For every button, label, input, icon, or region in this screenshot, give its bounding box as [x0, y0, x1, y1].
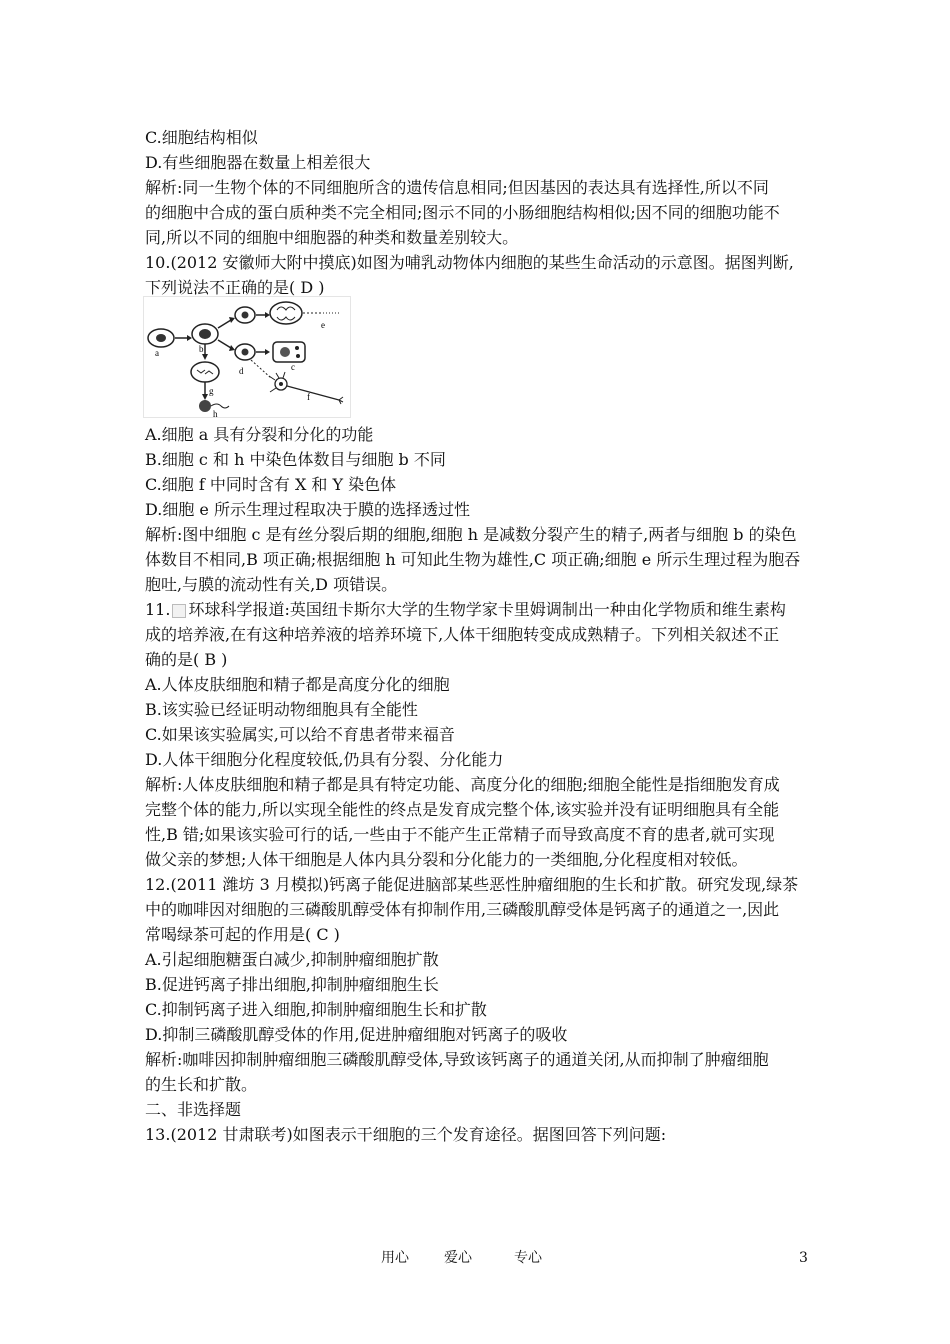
question-10: 10.(2012 安徽师大附中摸底)如图为哺乳动物体内细胞的某些生命活动的示意图。据图判断,	[145, 253, 794, 272]
text-line: 同,所以不同的细胞中细胞器的种类和数量差别较大。	[145, 228, 519, 247]
option-b: B.该实验已经证明动物细胞具有全能性	[145, 700, 418, 719]
cell-h	[199, 400, 211, 412]
label-f: f	[307, 392, 310, 402]
question-text: 环球科学报道:英国纽卡斯尔大学的生物学家卡里姆调制出一种由化学物质和维生素构	[188, 600, 786, 619]
text-line: 性,B 错;如果该实验可行的话,一些由于不能产生正常精子而导致高度不育的患者,就可实现	[145, 825, 775, 844]
option-b: B.促进钙离子排出细胞,抑制肿瘤细胞生长	[145, 975, 439, 994]
text-line: 确的是( B )	[145, 650, 228, 669]
text-line: 下列说法不正确的是( D )	[145, 278, 325, 297]
footer-left: 用心	[381, 1250, 409, 1266]
cell-c	[270, 302, 302, 324]
option-a: A.细胞 a 具有分裂和分化的功能	[145, 425, 374, 444]
section-heading: 二、非选择题	[145, 1100, 242, 1119]
label-g: g	[209, 386, 214, 396]
text-line: 解析:图中细胞 c 是有丝分裂后期的细胞,细胞 h 是减数分裂产生的精子,两者与细胞 b 的染色	[145, 525, 797, 544]
text-line: 解析:同一生物个体的不同细胞所含的遗传信息相同;但因基因的表达具有选择性,所以不同	[145, 178, 769, 197]
image-placeholder-icon	[172, 604, 186, 618]
cell-diagram	[143, 296, 351, 418]
question-number: 11.	[145, 600, 171, 619]
label-h: h	[213, 409, 218, 418]
text-line: 的生长和扩散。	[145, 1075, 258, 1094]
text-line: 常喝绿茶可起的作用是( C )	[145, 925, 340, 944]
text-line: 胞吐,与膜的流动性有关,D 项错误。	[145, 575, 398, 594]
text-line: 的细胞中合成的蛋白质种类不完全相同;图示不同的小肠细胞结构相似;因不同的细胞功能不	[145, 203, 780, 222]
footer-right: 专心	[514, 1250, 542, 1266]
text-line: 体数目不相同,B 项正确;根据细胞 h 可知此生物为雄性,C 项正确;细胞 e 所示生理过程为胞吞	[145, 550, 801, 569]
footer-mid: 爱心	[444, 1250, 472, 1266]
text-line: 解析:咖啡因抑制肿瘤细胞三磷酸肌醇受体,导致该钙离子的通道关闭,从而抑制了肿瘤细胞	[145, 1050, 769, 1069]
question-12: 12.(2011 潍坊 3 月模拟)钙离子能促进脑部某些恶性肿瘤细胞的生长和扩散。研究发现,绿茶	[145, 875, 799, 894]
option-c: C.抑制钙离子进入细胞,抑制肿瘤细胞生长和扩散	[145, 1000, 487, 1019]
text-line: 解析:人体皮肤细胞和精子都是具有特定功能、高度分化的细胞;细胞全能性是指细胞发育成	[145, 775, 780, 794]
question-11	[145, 598, 815, 622]
label-b: b	[199, 344, 204, 354]
option-d: D.人体干细胞分化程度较低,仍具有分裂、分化能力	[145, 750, 504, 769]
option-d: D.抑制三磷酸肌醇受体的作用,促进肿瘤细胞对钙离子的吸收	[145, 1025, 568, 1044]
question-13: 13.(2012 甘肃联考)如图表示干细胞的三个发育途径。据图回答下列问题:	[145, 1125, 667, 1144]
text-line: C.细胞结构相似	[145, 128, 258, 147]
option-d: D.细胞 e 所示生理过程取决于膜的选择透过性	[145, 500, 470, 519]
label-d: d	[239, 366, 244, 376]
text-line: 中的咖啡因对细胞的三磷酸肌醇受体有抑制作用,三磷酸肌醇受体是钙离子的通道之一,因此	[145, 900, 780, 919]
page-number: 3	[799, 1250, 808, 1266]
text-line: 成的培养液,在有这种培养液的培养环境下,人体干细胞转变成成熟精子。下列相关叙述不正	[145, 625, 780, 644]
label-c: e	[321, 320, 325, 330]
text-line: D.有些细胞器在数量上相差很大	[145, 153, 371, 172]
option-c: C.细胞 f 中同时含有 X 和 Y 染色体	[145, 475, 397, 494]
text-line: 完整个体的能力,所以实现全能性的终点是发育成完整个体,该实验并没有证明细胞具有全能	[145, 800, 780, 819]
label-e: c	[291, 362, 295, 372]
option-c: C.如果该实验属实,可以给不育患者带来福音	[145, 725, 455, 744]
option-a: A.引起细胞糖蛋白减少,抑制肿瘤细胞扩散	[145, 950, 439, 969]
label-a: a	[155, 348, 159, 358]
option-a: A.人体皮肤细胞和精子都是高度分化的细胞	[145, 675, 450, 694]
option-b: B.细胞 c 和 h 中染色体数目与细胞 b 不同	[145, 450, 446, 469]
text-line: 做父亲的梦想;人体干细胞是人体内具分裂和分化能力的一类细胞,分化程度相对较低。	[145, 850, 748, 869]
